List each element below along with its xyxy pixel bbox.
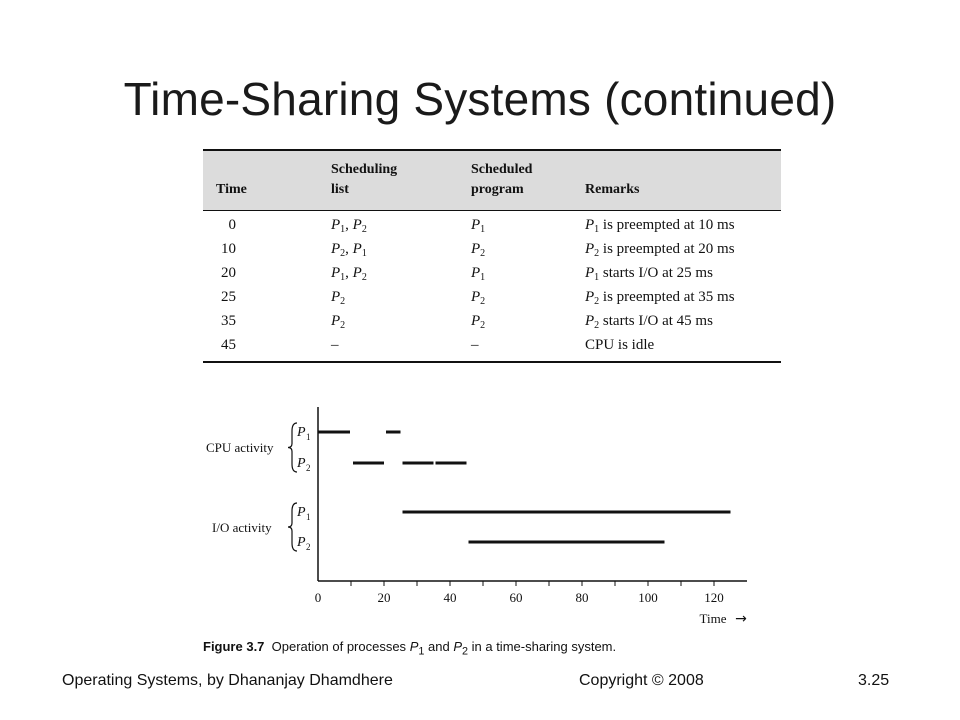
row-list-subscript: 2 <box>361 272 367 283</box>
row-time: 35 <box>221 313 236 329</box>
process-label: P <box>297 425 306 440</box>
row-list-text: P <box>352 241 362 257</box>
process-label-subscript: 1 <box>306 432 311 442</box>
row-remarks-text: P <box>585 241 595 257</box>
row-time: 25 <box>221 289 236 305</box>
row-list-text: , <box>345 265 353 281</box>
row-program-subscript: 1 <box>480 224 486 235</box>
row-program-text: P <box>471 265 481 281</box>
row-list-text: P <box>331 241 341 257</box>
process-label: P <box>297 505 306 520</box>
row-remarks-subscript: 1 <box>594 224 600 235</box>
footer-copyright: Copyright © 2008 <box>579 672 704 689</box>
caption-subscript: 1 <box>418 645 425 658</box>
row-time: 20 <box>221 265 236 281</box>
caption-part <box>272 639 410 654</box>
caption-part <box>409 639 425 658</box>
row-remarks-text: CPU is idle <box>585 337 655 353</box>
x-axis-arrow-icon: → <box>735 611 747 627</box>
x-tick-label: 20 <box>377 590 391 605</box>
caption-text: P <box>409 639 419 654</box>
row-program-text: P <box>471 241 481 257</box>
row-list-subscript: 2 <box>340 248 346 259</box>
row-remarks-text: is preempted at 20 ms <box>599 241 735 257</box>
footer-page-number: 3.25 <box>858 672 890 689</box>
row-list-subscript: 2 <box>361 224 367 235</box>
row-program-subscript: 2 <box>480 296 486 307</box>
col-header-scheduling-list-1: Scheduling <box>331 162 398 177</box>
brace-icon <box>288 503 297 551</box>
figure-caption <box>203 639 616 658</box>
row-program-text: P <box>471 313 481 329</box>
col-header-scheduled-program-1: Scheduled <box>471 162 533 177</box>
caption-part <box>468 639 616 654</box>
x-tick-label: 40 <box>443 590 457 605</box>
row-program-subscript: 2 <box>480 320 486 331</box>
process-label-subscript: 2 <box>306 463 311 473</box>
x-tick-label: 80 <box>575 590 589 605</box>
col-header-scheduling-list-2: list <box>331 182 349 197</box>
x-tick-label: 0 <box>314 590 322 605</box>
row-remarks-text: P <box>585 289 595 305</box>
figure-caption-label: Figure 3.7 <box>203 639 265 654</box>
row-remarks-text: starts I/O at 25 ms <box>599 265 713 281</box>
row-remarks-text: is preempted at 35 ms <box>599 289 735 305</box>
row-remarks-subscript: 2 <box>594 248 600 259</box>
row-remarks-text: P <box>585 217 595 233</box>
group-label: I/O activity <box>212 520 272 535</box>
x-tick-label: 120 <box>704 590 724 605</box>
row-list-subscript: 1 <box>340 272 346 283</box>
process-label-subscript: 1 <box>306 512 311 522</box>
row-remarks-subscript: 2 <box>594 296 600 307</box>
row-list-text: P <box>352 217 362 233</box>
caption-subscript: 2 <box>461 645 469 658</box>
caption-text: P <box>453 639 462 654</box>
x-tick-label: 100 <box>638 590 658 605</box>
caption-part <box>424 639 453 654</box>
row-remarks-subscript: 1 <box>594 272 600 283</box>
row-list-subscript: 1 <box>340 224 346 235</box>
row-remarks-text: P <box>585 265 595 281</box>
row-remarks-text: is preempted at 10 ms <box>599 217 735 233</box>
brace-icon <box>288 423 297 472</box>
row-list-text: P <box>331 265 341 281</box>
caption-text: and <box>424 639 454 654</box>
row-list-text: P <box>331 289 341 305</box>
caption-text: Operation of processes <box>271 639 410 654</box>
row-remarks-subscript: 2 <box>594 320 600 331</box>
process-label-subscript: 2 <box>306 542 311 552</box>
row-list-text: , <box>345 217 353 233</box>
footer-author: Operating Systems, by Dhananjay Dhamdhere <box>62 672 393 689</box>
slide-title: Time-Sharing Systems (continued) <box>123 73 837 125</box>
row-time: 0 <box>228 217 236 233</box>
row-list-text: P <box>331 217 341 233</box>
row-program-text: P <box>471 217 481 233</box>
col-header-remarks: Remarks <box>585 182 640 197</box>
row-list-text: P <box>352 265 362 281</box>
row-list-text: , <box>345 241 353 257</box>
row-time: 45 <box>221 337 236 353</box>
row-list-subscript: 1 <box>361 248 367 259</box>
col-header-time: Time <box>216 182 247 197</box>
row-list-text: – <box>331 337 339 353</box>
row-program-subscript: 1 <box>480 272 486 283</box>
row-program-text: – <box>471 337 479 353</box>
row-list-subscript: 2 <box>340 296 346 307</box>
col-header-scheduled-program-2: program <box>471 182 524 197</box>
x-axis-label: Time <box>699 611 727 626</box>
row-program-text: P <box>471 289 481 305</box>
row-list-text: P <box>331 313 341 329</box>
process-label: P <box>297 456 306 471</box>
row-program-subscript: 2 <box>480 248 486 259</box>
row-remarks-text: P <box>585 313 595 329</box>
process-label: P <box>297 535 306 550</box>
caption-part <box>453 639 469 658</box>
row-time: 10 <box>221 241 236 257</box>
row-remarks-text: starts I/O at 45 ms <box>599 313 713 329</box>
figure-caption-text <box>271 639 617 658</box>
x-tick-label: 60 <box>509 590 523 605</box>
group-label: CPU activity <box>206 440 274 455</box>
caption-text: in a time-sharing system. <box>468 639 617 654</box>
row-list-subscript: 2 <box>340 320 346 331</box>
